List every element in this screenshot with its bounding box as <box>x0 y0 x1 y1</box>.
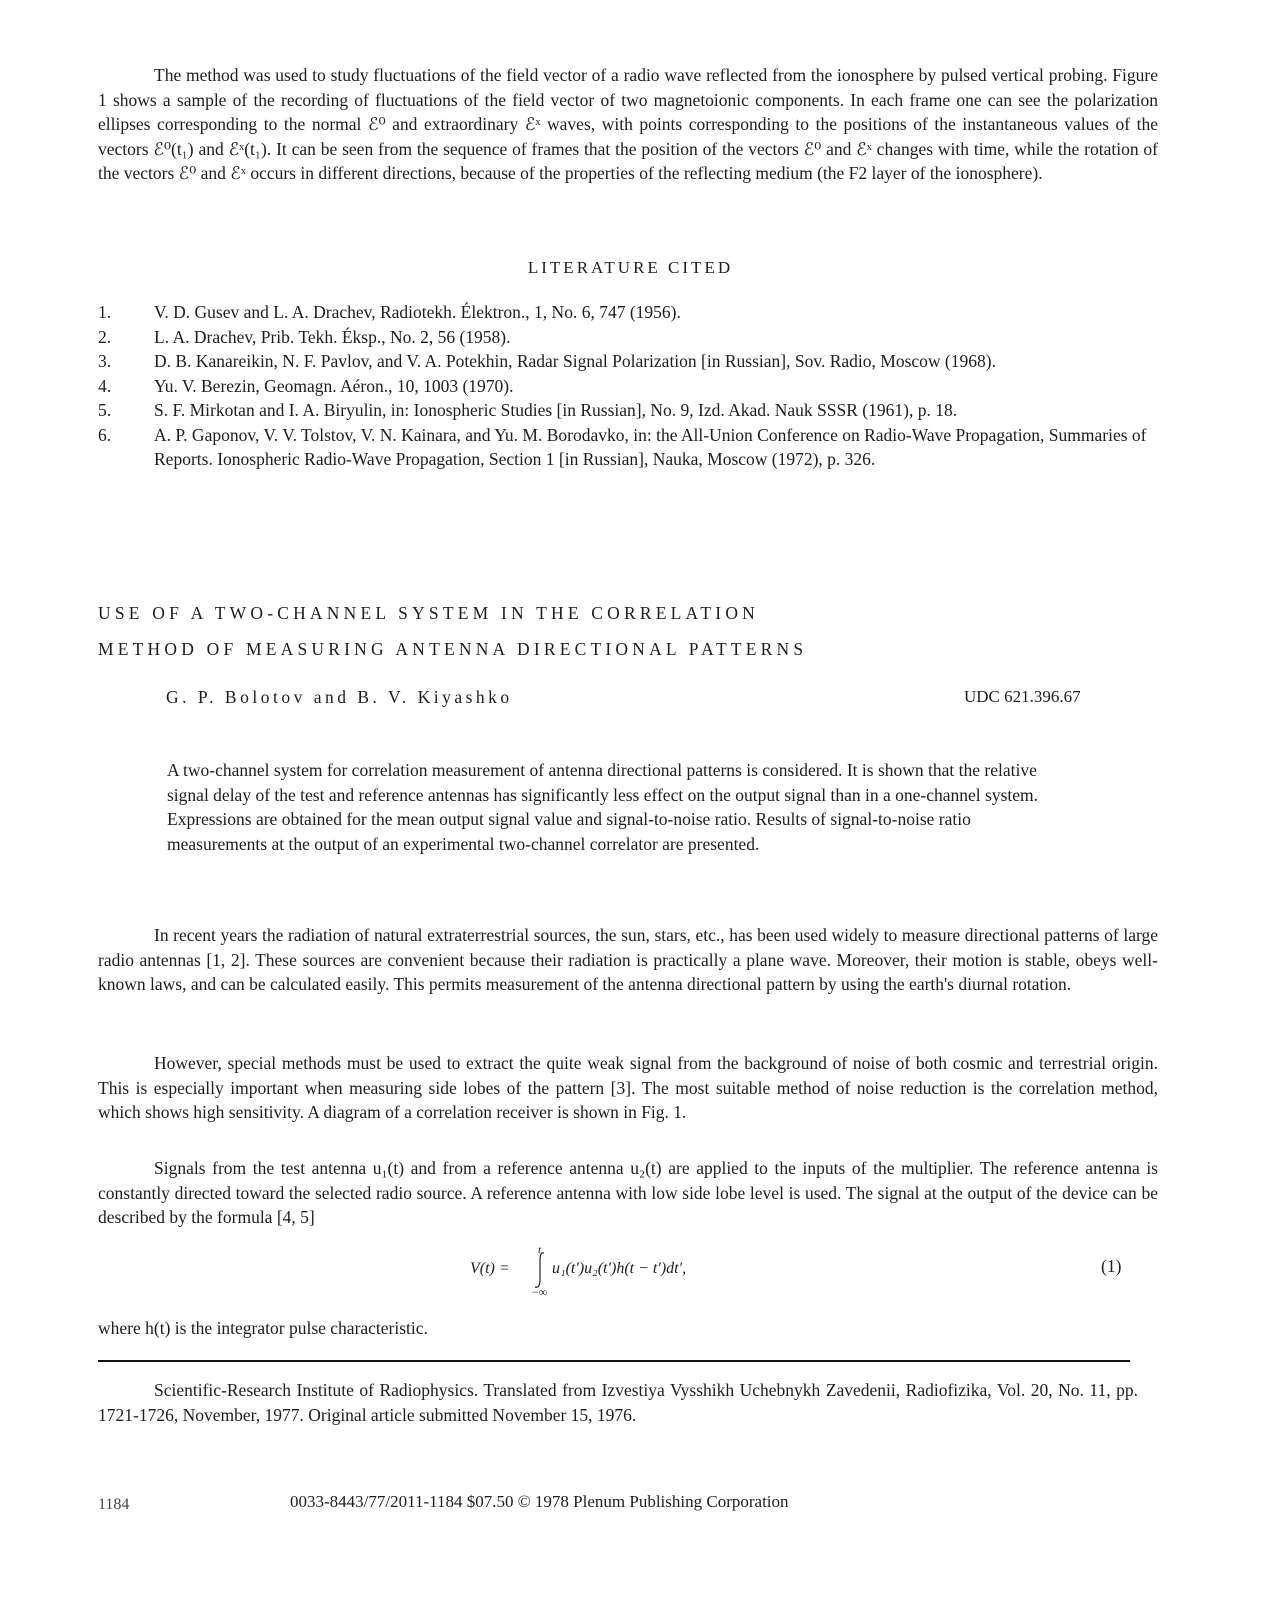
body-paragraph-1: In recent years the radiation of natural extraterrestrial sources, the sun, stars, etc., has been used widely to measure directional patterns of large radio antennas [1, 2]. These sources are convenient because their radiation is practically a plane wave. Moreover, their motion is stable, obeys well-known laws, and can be calculated easily. This permits measurement of the antenna directional pattern by using the earth's diurnal rotation. <box>98 925 1158 994</box>
reference-number: 5. <box>98 400 112 420</box>
integral-upper-limit: t <box>538 1244 542 1256</box>
reference-item <box>98 325 1158 350</box>
body-paragraph-3: Signals from the test antenna u₁(t) and from a reference antenna u₂(t) are applied to the inputs of the multiplier. The reference antenna is constantly directed toward the selected radio source. A reference antenna with low side lobe level is used. The signal at the output of the device can be described by the formula [4, 5] <box>98 1158 1158 1227</box>
reference-item <box>98 398 1158 423</box>
page-number: 1184 <box>98 1496 130 1513</box>
reference-number: 6. <box>98 424 112 445</box>
reference-number: 2. <box>98 326 112 347</box>
udc-code: UDC 621.396.67 <box>964 687 1081 706</box>
equation-number: (1) <box>1101 1256 1122 1276</box>
reference-item <box>98 349 1158 374</box>
body-paragraph-2: However, special methods must be used to extract the quite weak signal from the background of noise of both cosmic and terrestrial origin. This is especially important when measuring side lobes of the pattern [3]. The most suitable method of noise reduction is the correlation method, which shows high sensitivity. A diagram of a correlation receiver is shown in Fig. 1. <box>98 1053 1158 1122</box>
footnote: Scientific-Research Institute of Radiophysics. Translated from Izvestiya Vysshikh Uchebnykh Zavedenii, Radiofizika, Vol. 20, No. 11, pp. 1721-1726, November, 1977. Original article submitted November 15, 1976. <box>98 1380 1138 1425</box>
equation-integrand: u₁(t′)u₂(t′)h(t − t′)dt′, <box>552 1260 687 1277</box>
reference-text: Yu. V. Berezin, Geomagn. Aéron., 10, 1003 (1970). <box>154 375 514 396</box>
literature-heading: LITERATURE CITED <box>527 258 734 277</box>
intro-paragraph: The method was used to study fluctuations of the field vector of a radio wave reflected from the ionosphere by pulsed vertical probing. Figure 1 shows a sample of the recording of fluctuations of the field vector of two magnetoionic components. In each frame one can see the polarization ellipses corresponding to the normal ℰ⁰ and extraordinary ℰˣ waves, with points corresponding to the positions of the instantaneous values of the vectors ℰ⁰(t₁) and ℰˣ(t₁). It can be seen from the sequence of frames that the position of the vectors ℰ⁰ and ℰˣ changes with time, while the rotation of the vectors ℰ⁰ and ℰˣ occurs in different directions, because of the properties of the reflecting medium (the F2 layer of the ionosphere). <box>98 65 1158 183</box>
integral-lower-limit: −∞ <box>532 1285 548 1299</box>
reference-item <box>98 374 1158 399</box>
reference-text: D. B. Kanareikin, N. F. Pavlov, and V. A. Potekhin, Radar Signal Polarization [in Russian], Sov. Radio, Moscow (1968). <box>154 351 996 371</box>
body-paragraph-4: where h(t) is the integrator pulse characteristic. <box>98 1318 428 1338</box>
abstract: A two-channel system for correlation measurement of antenna directional patterns is considered. It is shown that the relative signal delay of the test and reference antennas has significantly less effect on the output signal than in a one-channel system. Expressions are obtained for the mean output signal value and signal-to-noise ratio. Results of signal-to-noise ratio measurements at the output of an experimental two-channel correlator are presented. <box>167 760 1038 854</box>
reference-number: 1. <box>98 302 112 322</box>
article-title-line-1: USE OF A TWO-CHANNEL SYSTEM IN THE CORRELATION <box>98 603 760 623</box>
copyright-line: 0033-8443/77/2011-1184 $07.50 © 1978 Plenum Publishing Corporation <box>290 1492 789 1511</box>
reference-text: L. A. Drachev, Prib. Tekh. Éksp., No. 2, 56 (1958). <box>154 326 511 347</box>
equation-lhs: V(t) = <box>470 1260 510 1277</box>
reference-item <box>98 300 1158 325</box>
reference-list <box>98 300 1158 472</box>
reference-text: S. F. Mirkotan and I. A. Biryulin, in: Ionospheric Studies [in Russian], No. 9, Izd. Akad. Nauk SSSR (1961), p. 18. <box>154 400 958 420</box>
reference-number: 4. <box>98 375 112 396</box>
article-title-line-2: METHOD OF MEASURING ANTENNA DIRECTIONAL PATTERNS <box>98 639 808 659</box>
article-authors: G. P. Bolotov and B. V. Kiyashko <box>166 687 513 707</box>
equation-1 <box>470 1244 770 1300</box>
reference-text: A. P. Gaponov, V. V. Tolstov, V. N. Kainara, and Yu. M. Borodavko, in: the All-Union Conference on Radio-Wave Propagation, Summaries of Reports. Ionospheric Radio-Wave Propagation, Section 1 [in Russian], Nauka, Moscow (1972), p. 326. <box>154 424 1147 469</box>
reference-number: 3. <box>98 351 112 371</box>
footnote-divider <box>98 1360 1130 1362</box>
reference-item <box>98 423 1158 472</box>
reference-text: V. D. Gusev and L. A. Drachev, Radiotekh. Élektron., 1, No. 6, 747 (1956). <box>154 302 681 322</box>
